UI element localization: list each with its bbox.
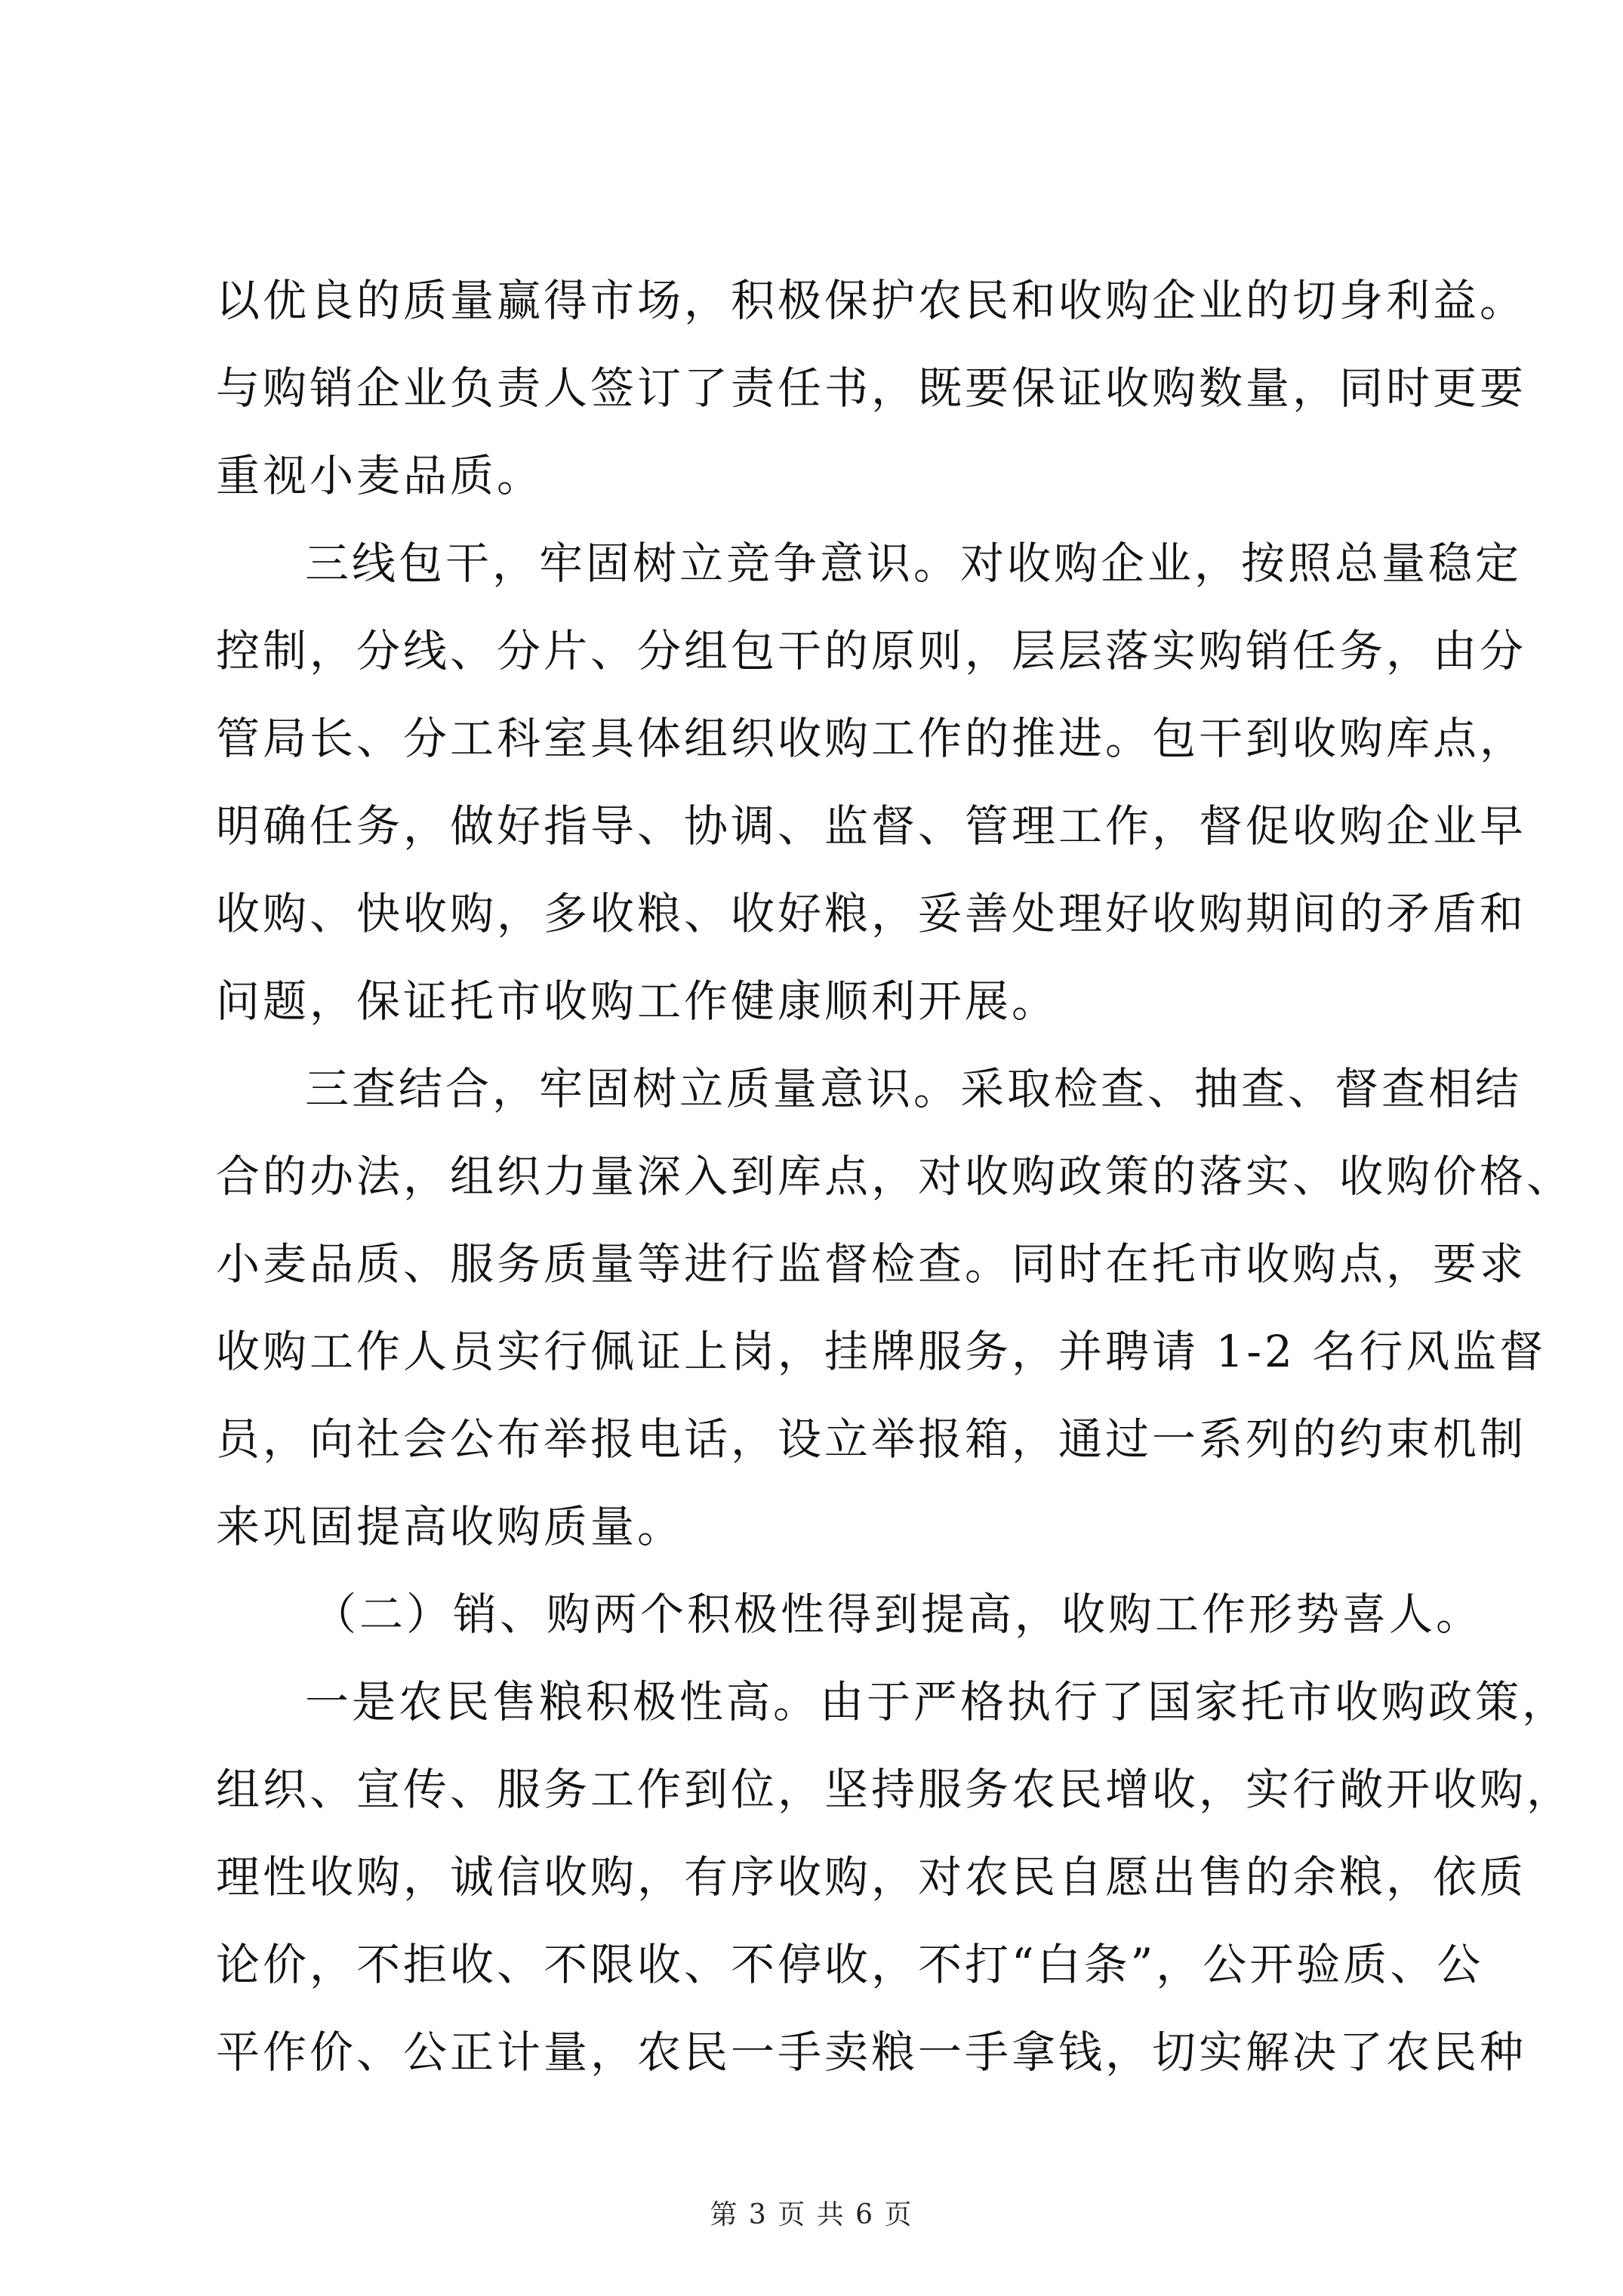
text-line: 理性收购，诚信收购，有序收购，对农民自愿出售的余粮，依质	[216, 1851, 1527, 1903]
section-heading: （二）销、购两个积极性得到提高，收购工作形势喜人。	[313, 1589, 1483, 1640]
text-line: 控制，分线、分片、分组包干的原则，层层落实购销任务，由分	[216, 625, 1527, 676]
text-line: 以优良的质量赢得市场，积极保护农民和收购企业的切身利益。	[216, 275, 1527, 326]
text-line: 管局长、分工科室具体组织收购工作的推进。包干到收购库点，	[216, 713, 1527, 764]
document-body	[216, 257, 1574, 2096]
text-line: 收购工作人员实行佩证上岗，挂牌服务，并聘请 1-2 名行风监督	[216, 1326, 1547, 1377]
paragraph-start-line: 三线包干，牢固树立竞争意识。对收购企业，按照总量稳定	[305, 538, 1523, 589]
text-line: 明确任务，做好指导、协调、监督、管理工作，督促收购企业早	[216, 800, 1527, 852]
paragraph-start-line: 一是农民售粮积极性高。由于严格执行了国家托市收购政策，	[305, 1676, 1569, 1727]
text-line: 组织、宣传、服务工作到位，坚持服务农民增收，实行敞开收购，	[216, 1764, 1574, 1815]
text-line: 平作价、公正计量，农民一手卖粮一手拿钱，切实解决了农民种	[216, 2026, 1527, 2078]
text-line: 重视小麦品质。	[216, 450, 544, 501]
text-line: 来巩固提高收购质量。	[216, 1501, 685, 1552]
text-line: 论价，不拒收、不限收、不停收，不打“白条”，公开验质、公	[216, 1939, 1484, 1990]
text-line: 收购、快收购，多收粮、收好粮，妥善处理好收购期间的矛盾和	[216, 888, 1527, 939]
text-line: 问题，保证托市收购工作健康顺利开展。	[216, 975, 1059, 1027]
page-number-footer: 第 3 页 共 6 页	[710, 2199, 913, 2230]
text-line: 小麦品质、服务质量等进行监督检查。同时在托市收购点，要求	[216, 1238, 1527, 1290]
text-line: 与购销企业负责人签订了责任书，既要保证收购数量，同时更要	[216, 362, 1527, 414]
paragraph-start-line: 三查结合，牢固树立质量意识。采取检查、抽查、督查相结	[305, 1063, 1523, 1114]
text-line: 合的办法，组织力量深入到库点，对收购政策的落实、收购价格、	[216, 1151, 1574, 1202]
text-line: 员，向社会公布举报电话，设立举报箱，通过一系列的约束机制	[216, 1413, 1527, 1465]
